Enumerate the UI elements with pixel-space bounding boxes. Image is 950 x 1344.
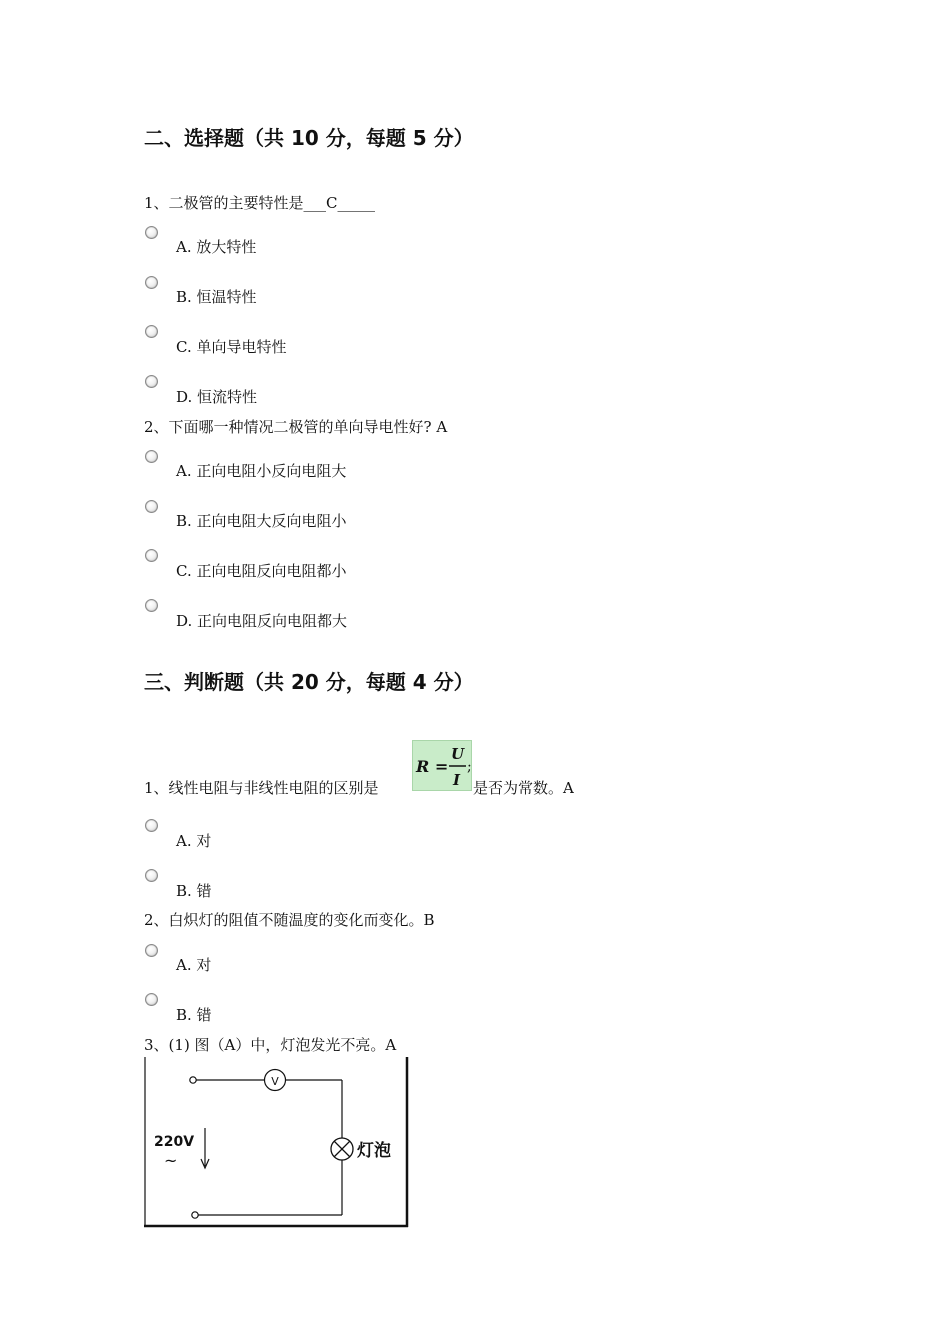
option-q2-b: B. 正向电阻大反向电阻小 — [176, 512, 347, 530]
radio-q2-d[interactable] — [145, 599, 158, 612]
question-3-1-text-before: 1、线性电阻与非线性电阻的区别是 — [144, 779, 379, 797]
option-q1-d: D. 恒流特性 — [176, 388, 258, 406]
option-q1-b: B. 恒温特性 — [176, 288, 257, 306]
radio-q1-b[interactable] — [145, 276, 158, 289]
formula-r-equals-u-over-i — [413, 741, 473, 792]
voltmeter-label: V — [271, 1075, 279, 1088]
option-q3-1-a: A. 对 — [176, 832, 212, 850]
section-title-choice: 二、选择题（共 10 分，每题 5 分） — [144, 126, 474, 150]
question-3-2-text: 2、白炽灯的阻值不随温度的变化而变化。B — [144, 911, 435, 929]
question-3-3-text: 3、(1) 图（A）中，灯泡发光不亮。A — [144, 1036, 397, 1054]
formula-numerator: U — [451, 745, 465, 763]
option-q2-c: C. 正向电阻反向电阻都小 — [176, 562, 347, 580]
ac-symbol: ~ — [164, 1151, 178, 1170]
radio-q1-c[interactable] — [145, 325, 158, 338]
circuit-diagram — [144, 1056, 409, 1228]
radio-q1-d[interactable] — [145, 375, 158, 388]
radio-q3-2-b[interactable] — [145, 993, 158, 1006]
bulb-label: 灯泡 — [357, 1141, 391, 1161]
question-2-text: 2、下面哪一种情况二极管的单向导电性好? A — [144, 418, 448, 436]
option-q2-d: D. 正向电阻反向电阻都大 — [176, 612, 348, 630]
question-1-text: 1、二极管的主要特性是___C_____ — [144, 194, 376, 212]
option-q3-2-a: A. 对 — [176, 956, 212, 974]
formula-lhs: R = — [416, 757, 449, 776]
section-title-judgement: 三、判断题（共 20 分，每题 4 分） — [144, 670, 474, 694]
terminal-bottom-icon — [192, 1212, 198, 1218]
radio-q3-1-a[interactable] — [145, 819, 158, 832]
radio-q3-1-b[interactable] — [145, 869, 158, 882]
question-3-1-text-after: 是否为常数。A — [473, 779, 574, 797]
terminal-top-icon — [190, 1077, 196, 1083]
radio-q2-c[interactable] — [145, 549, 158, 562]
radio-q3-2-a[interactable] — [145, 944, 158, 957]
radio-q2-a[interactable] — [145, 450, 158, 463]
option-q3-1-b: B. 错 — [176, 882, 212, 900]
formula-image — [412, 740, 472, 791]
radio-q2-b[interactable] — [145, 500, 158, 513]
radio-q1-a[interactable] — [145, 226, 158, 239]
option-q2-a: A. 正向电阻小反向电阻大 — [176, 462, 347, 480]
option-q3-2-b: B. 错 — [176, 1006, 212, 1024]
formula-trail: ; — [467, 759, 472, 775]
option-q1-c: C. 单向导电特性 — [176, 338, 287, 356]
option-q1-a: A. 放大特性 — [176, 238, 257, 256]
formula-denominator: I — [453, 771, 461, 789]
voltage-label: 220V — [154, 1134, 195, 1150]
